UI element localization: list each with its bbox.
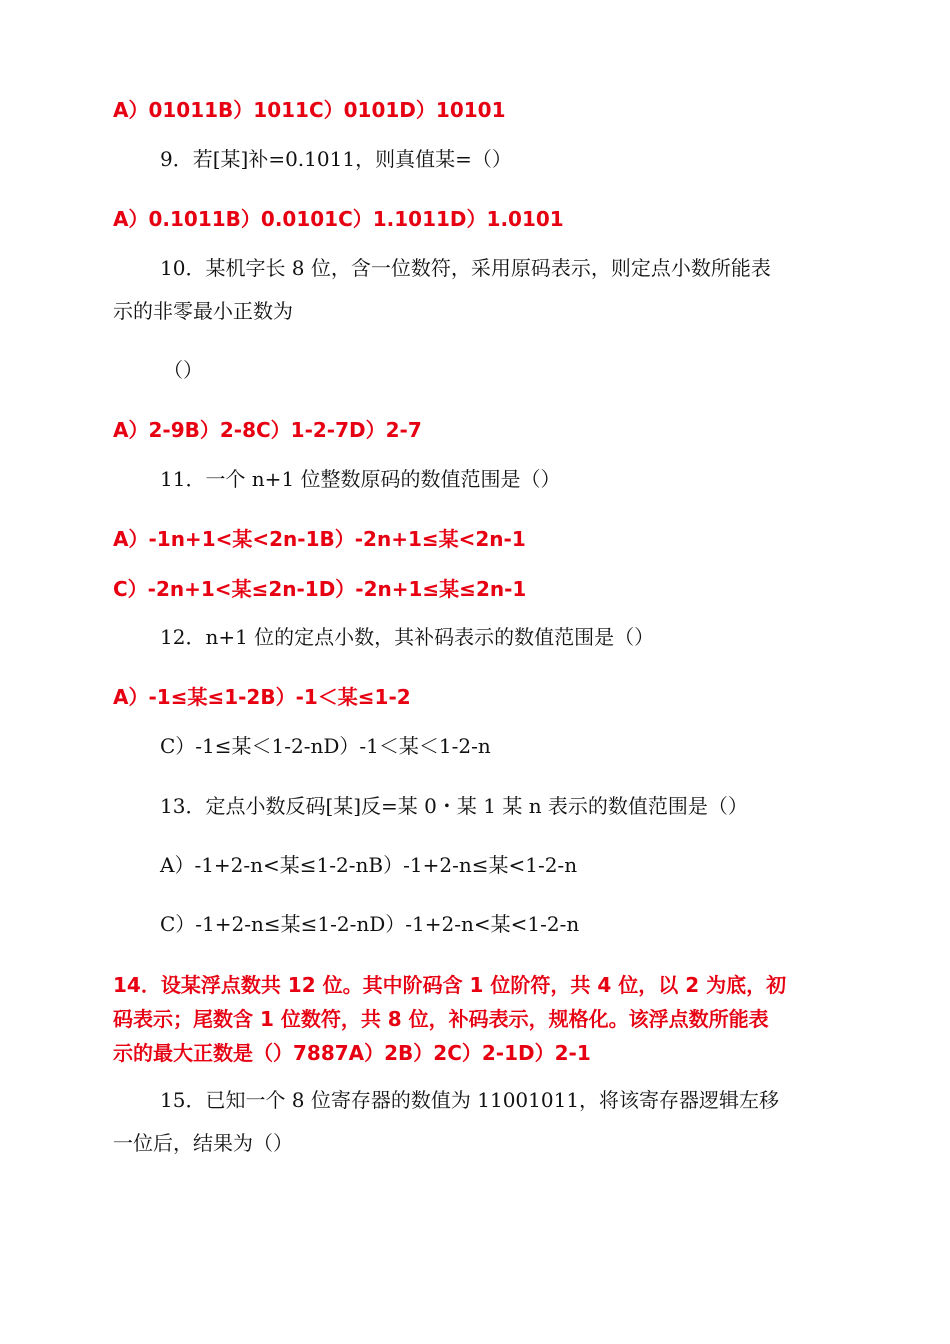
q14-question-line2: 码表示；尾数含 1 位数符，共 8 位，补码表示，规格化。该浮点数所能表 — [113, 1007, 769, 1031]
q11-options-ab: A）-1n+1<某<2n-1B）-2n+1≤某<2n-1 — [113, 527, 526, 551]
q15-question-line1: 15．已知一个 8 位寄存器的数值为 11001011，将该寄存器逻辑左移 — [160, 1088, 780, 1112]
q14-question-line1: 14．设某浮点数共 12 位。其中阶码含 1 位阶符，共 4 位，以 2 为底，初 — [113, 973, 787, 997]
q15-question-line2: 一位后，结果为（） — [113, 1131, 293, 1155]
q13-options-ab: A）-1+2-n<某≤1-2-nB）-1+2-n≤某<1-2-n — [160, 853, 578, 877]
q12-options-cd: C）-1≤某＜1-2-nD）-1＜某＜1-2-n — [160, 734, 491, 758]
q13-options-cd: C）-1+2-n≤某≤1-2-nD）-1+2-n<某<1-2-n — [160, 912, 580, 936]
q14-question-line3: 示的最大正数是（）7887A）2B）2C）2-1D）2-1 — [113, 1041, 591, 1065]
q12-question: 12．n+1 位的定点小数，其补码表示的数值范围是（） — [160, 625, 655, 649]
q10-blank: （） — [163, 358, 203, 382]
q10-question-line2: 示的非零最小正数为 — [113, 299, 293, 323]
q9-options: A）0.1011B）0.0101C）1.1011D）1.0101 — [113, 207, 564, 231]
q10-options: A）2-9B）2-8C）1-2-7D）2-7 — [113, 418, 422, 442]
q12-options-ab: A）-1≤某≤1-2B）-1＜某≤1-2 — [113, 685, 411, 709]
q13-question: 13．定点小数反码[某]反=某 0・某 1 某 n 表示的数值范围是（） — [160, 794, 748, 818]
q11-question: 11．一个 n+1 位整数原码的数值范围是（） — [160, 467, 561, 491]
q9-question: 9．若[某]补=0.1011，则真值某=（） — [160, 147, 512, 171]
q8-options: A）01011B）1011C）0101D）10101 — [113, 98, 506, 122]
q10-question-line1: 10．某机字长 8 位，含一位数符，采用原码表示，则定点小数所能表 — [160, 256, 771, 280]
q11-options-cd: C）-2n+1<某≤2n-1D）-2n+1≤某≤2n-1 — [113, 577, 527, 601]
